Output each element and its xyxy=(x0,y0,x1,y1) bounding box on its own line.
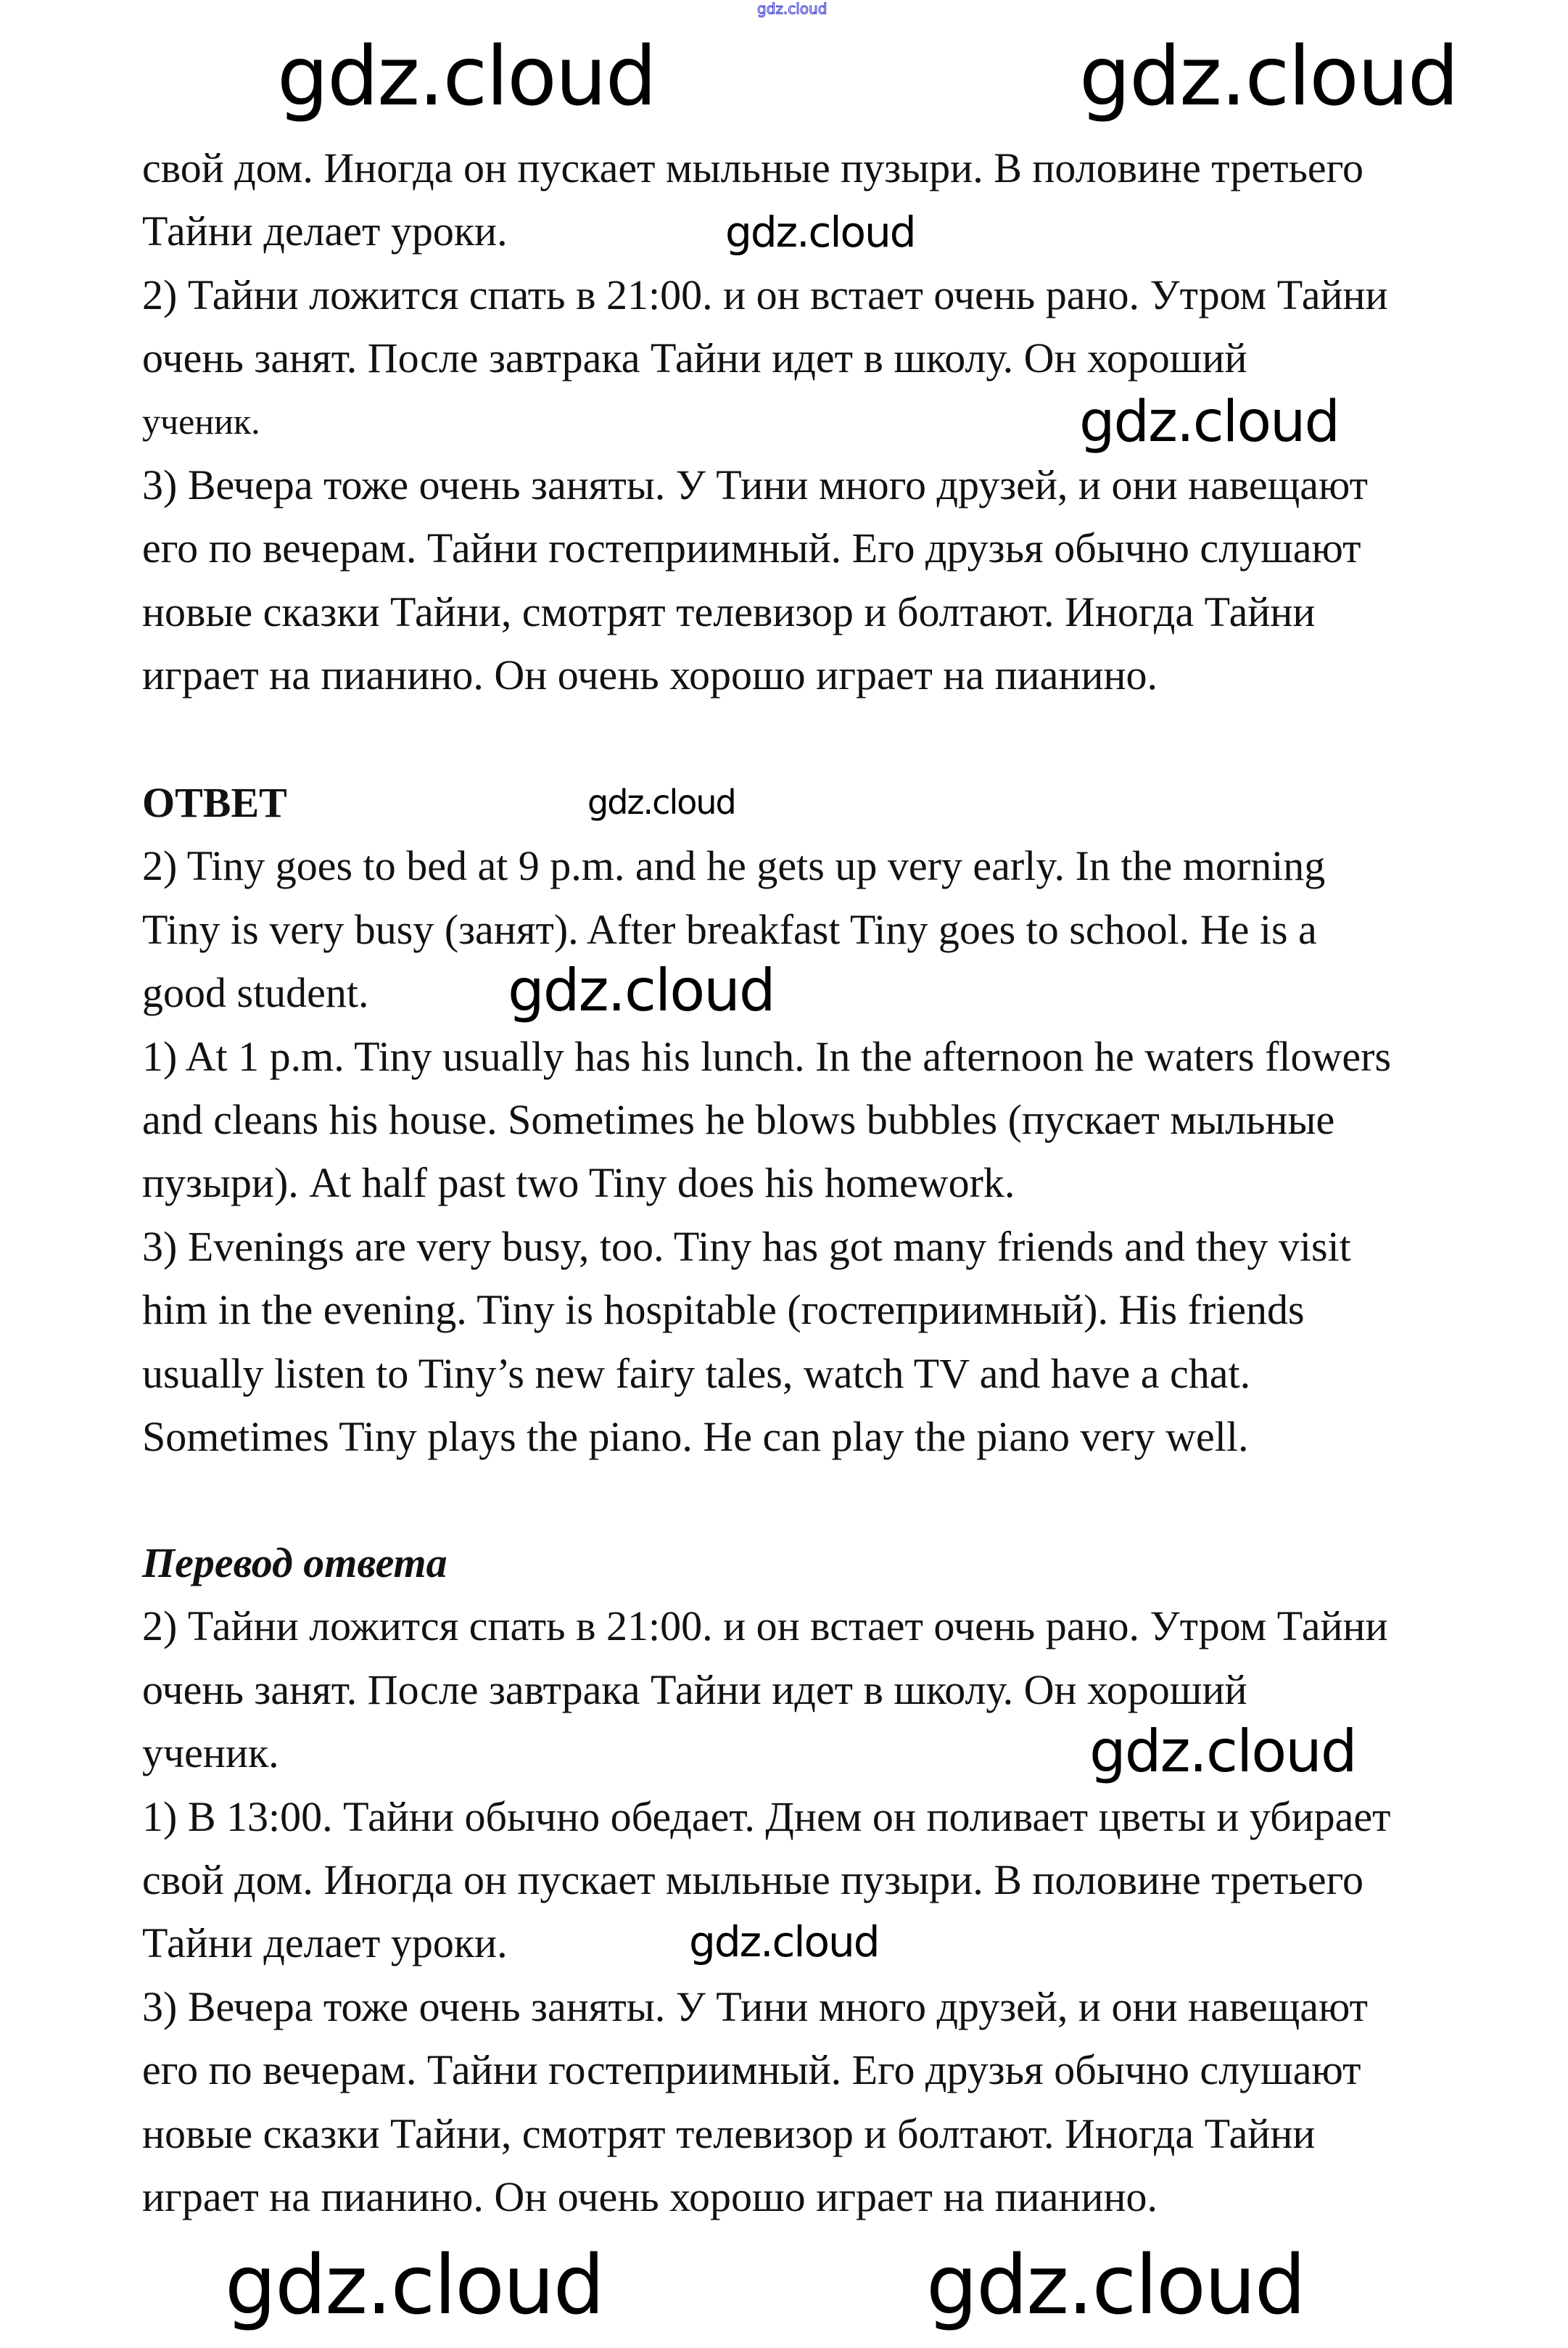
watermark: gdz.cloud xyxy=(1079,390,1339,455)
text-line: Тайни делает уроки. xyxy=(142,1919,508,1967)
watermark: gdz.cloud xyxy=(587,783,735,822)
text-line: 2) Tiny goes to bed at 9 p.m. and he gets up very early. In the morning xyxy=(142,842,1326,890)
watermark: gdz.cloud xyxy=(1079,30,1458,124)
text-line: 2) Тайни ложится спать в 21:00. и он встает очень рано. Утром Тайни xyxy=(142,271,1388,318)
text-line: 2) Тайни ложится спать в 21:00. и он встает очень рано. Утром Тайни xyxy=(142,1602,1388,1650)
top-watermark: gdz.cloud xyxy=(757,0,828,17)
translation-section xyxy=(142,1531,1484,2228)
text-line: очень занят. После завтрака Тайни идет в школу. Он хороший xyxy=(142,1665,1247,1713)
text-line: 3) Evenings are very busy, too. Tiny has got many friends and they visit xyxy=(142,1222,1351,1270)
text-line: свой дом. Иногда он пускает мыльные пузыри. В половине третьего xyxy=(142,1855,1363,1903)
text-line: новые сказки Тайни, смотрят телевизор и болтают. Иногда Тайни xyxy=(142,2109,1316,2157)
text-line: him in the evening. Tiny is hospitable (гостеприимный). His friends xyxy=(142,1286,1305,1334)
watermark: gdz.cloud xyxy=(277,30,656,124)
watermark: gdz.cloud xyxy=(725,207,915,257)
watermark: gdz.cloud xyxy=(926,2238,1305,2333)
text-line: 3) Вечера тоже очень заняты. У Тини много друзей, и они навещают xyxy=(142,1982,1368,2030)
text-line: ученик. xyxy=(142,1729,279,1777)
text-line: новые сказки Тайни, смотрят телевизор и болтают. Иногда Тайни xyxy=(142,588,1316,635)
text-line: Тайни делает уроки. xyxy=(142,207,508,255)
watermark: gdz.cloud xyxy=(508,957,775,1024)
watermark: gdz.cloud xyxy=(1089,1718,1356,1785)
text-line: usually listen to Tiny’s new fairy tales, watch TV and have a chat. xyxy=(142,1349,1251,1397)
text-line: 3) Вечера тоже очень заняты. У Тини много друзей, и они навещают xyxy=(142,461,1368,508)
translation-heading: Перевод ответа xyxy=(142,1539,447,1586)
text-line: играет на пианино. Он очень хорошо играет на пианино. xyxy=(142,651,1158,699)
text-line: ученик. xyxy=(142,400,260,442)
watermark: gdz.cloud xyxy=(225,2238,603,2333)
answer-section xyxy=(142,771,1484,1468)
text-line: good student. xyxy=(142,969,369,1017)
text-line: очень занят. После завтрака Тайни идет в школу. Он хороший xyxy=(142,334,1247,382)
text-line: Sometimes Tiny plays the piano. He can play the piano very well. xyxy=(142,1412,1249,1460)
text-line: его по вечерам. Тайни гостеприимный. Его друзья обычно слушают xyxy=(142,2046,1361,2094)
text-line: Tiny is very busy (занят). After breakfast Tiny goes to school. He is a xyxy=(142,905,1317,953)
answer-heading: ОТВЕТ xyxy=(142,779,287,826)
watermark: gdz.cloud xyxy=(689,1917,879,1966)
text-line: его по вечерам. Тайни гостеприимный. Его друзья обычно слушают xyxy=(142,524,1361,572)
text-line: 1) At 1 p.m. Tiny usually has his lunch. In the afternoon he waters flowers xyxy=(142,1032,1392,1080)
text-line: пузыри). At half past two Tiny does his homework. xyxy=(142,1159,1015,1207)
text-line: свой дом. Иногда он пускает мыльные пузыри. В половине третьего xyxy=(142,144,1363,191)
text-line: играет на пианино. Он очень хорошо играет на пианино. xyxy=(142,2172,1158,2220)
text-line: and cleans his house. Sometimes he blows bubbles (пускает мыльные xyxy=(142,1095,1335,1143)
text-line: 1) В 13:00. Тайни обычно обедает. Днем он поливает цветы и убирает xyxy=(142,1792,1391,1840)
